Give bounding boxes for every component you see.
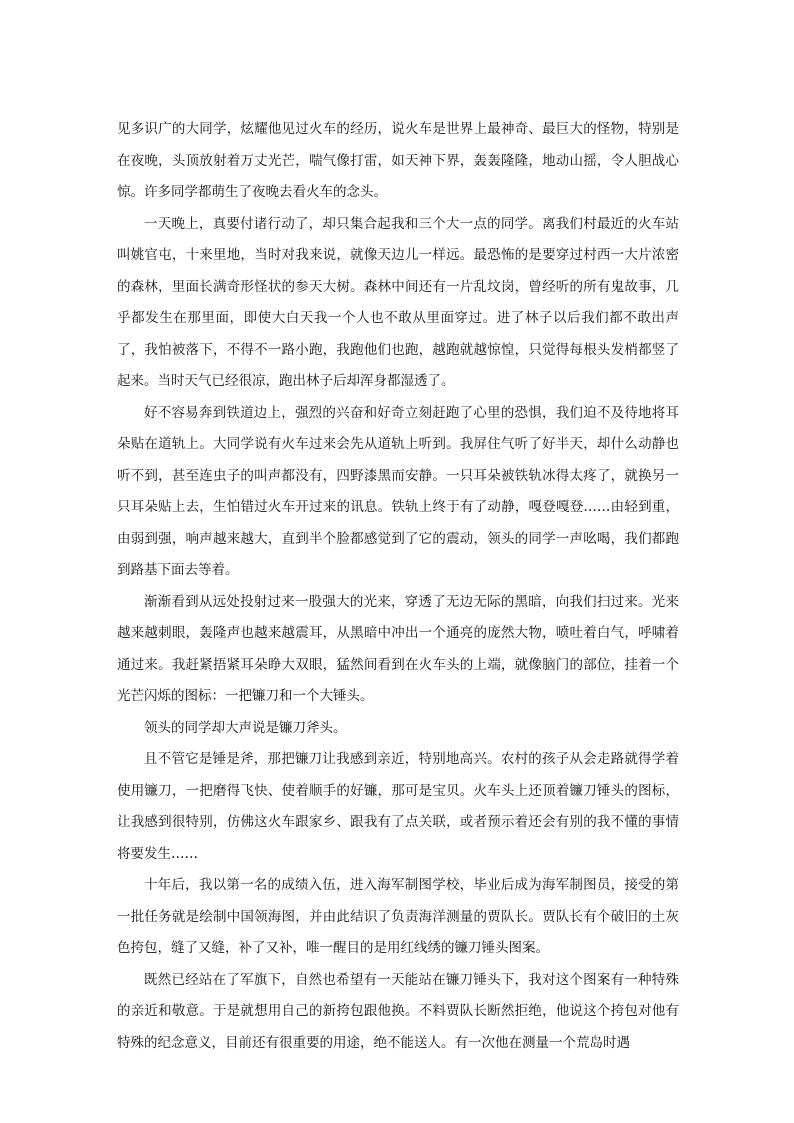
paragraph: 既然已经站在了军旗下，自然也希望有一天能站在镰刀锤头下，我对这个图案有一种特殊的亲近和敬意。于是就想用自己的新挎包跟他换。不料贾队长断然拒绝，他说这个挎包对他有特殊的纪念意义，目前还有很重要的用途，绝不能送人。有一次他在测量一个荒岛时遇 [117, 971, 679, 1051]
paragraph: 见多识广的大同学，炫耀他见过火车的经历，说火车是世界上最神奇、最巨大的怪物，特别是在夜晚，头顶放射着万丈光芒，喘气像打雷，如天神下界，轰轰隆隆，地动山摇，令人胆战心惊。许多同学都萌生了夜晚去看火车的念头。 [117, 121, 679, 200]
paragraph: 好不容易奔到铁道边上，强烈的兴奋和好奇立刻赶跑了心里的恐惧，我们迫不及待地将耳朵贴在道轨上。大同学说有火车过来会先从道轨上听到。我屏住气听了好半天，却什么动静也听不到，甚至连虫子的叫声都没有，四野漆黑而安静。一只耳朵被铁轨冰得太疼了，就换另一只耳朵贴上去，生怕错过火车开过来的讯息。铁轨上终于有了动静，嘎登嘎登……由轻到重，由弱到强，响声越来越大，直到半个脸都感觉到了它的震动，领头的同学一声吆喝，我们都跑到路基下面去等着。 [117, 404, 679, 578]
document-page [117, 114, 679, 1059]
paragraph: 渐渐看到从远处投射过来一股强大的光来，穿透了无边无际的黑暗，向我们扫过来。光来越来越刺眼，轰隆声也越来越震耳，从黑暗中冲出一个通亮的庞然大物，喷吐着白气，呼啸着通过来。我赶紧捂紧耳朵睁大双眼，猛然间看到在火车头的上端，就像脑门的部位，挂着一个光芒闪烁的图标：一把镰刀和一个大锤头。 [117, 593, 679, 704]
paragraph: 十年后，我以第一名的成绩入伍，进入海军制图学校，毕业后成为海军制图员，接受的第一批任务就是绘制中国领海图，并由此结识了负责海洋测量的贾队长。贾队长有个破旧的土灰色挎包，缝了又缝，补了又补，唯一醒目的是用红线绣的镰刀锤头图案。 [117, 877, 679, 956]
paragraph: 领头的同学却大声说是镰刀斧头。 [144, 719, 347, 736]
paragraph: 一天晚上，真要付诸行动了，却只集合起我和三个大一点的同学。离我们村最近的火车站叫姚官屯，十来里地，当时对我来说，就像天边儿一样远。最恐怖的是要穿过村西一大片浓密的森林，里面长满奇形怪状的参天大树。森林中间还有一片乱坟岗，曾经听的所有鬼故事，几乎都发生在那里面，即使大白天我一个人也不敢从里面穿过。进了林子以后我们都不敢出声了，我怕被落下，不得不一路小跑，我跑他们也跑，越跑就越惊惶，只觉得每根头发梢都竖了起来。当时天气已经很凉，跑出林子后却浑身都湿透了。 [117, 215, 679, 389]
paragraph: 且不管它是锤是斧，那把镰刀让我感到亲近，特别地高兴。农村的孩子从会走路就得学着使用镰刀，一把磨得飞快、使着顺手的好镰，那可是宝贝。火车头上还顶着镰刀锤头的图标，让我感到很特别，仿佛这火车跟家乡、跟我有了点关联，或者预示着还会有别的我不懂的事情将要发生…… [117, 751, 679, 862]
